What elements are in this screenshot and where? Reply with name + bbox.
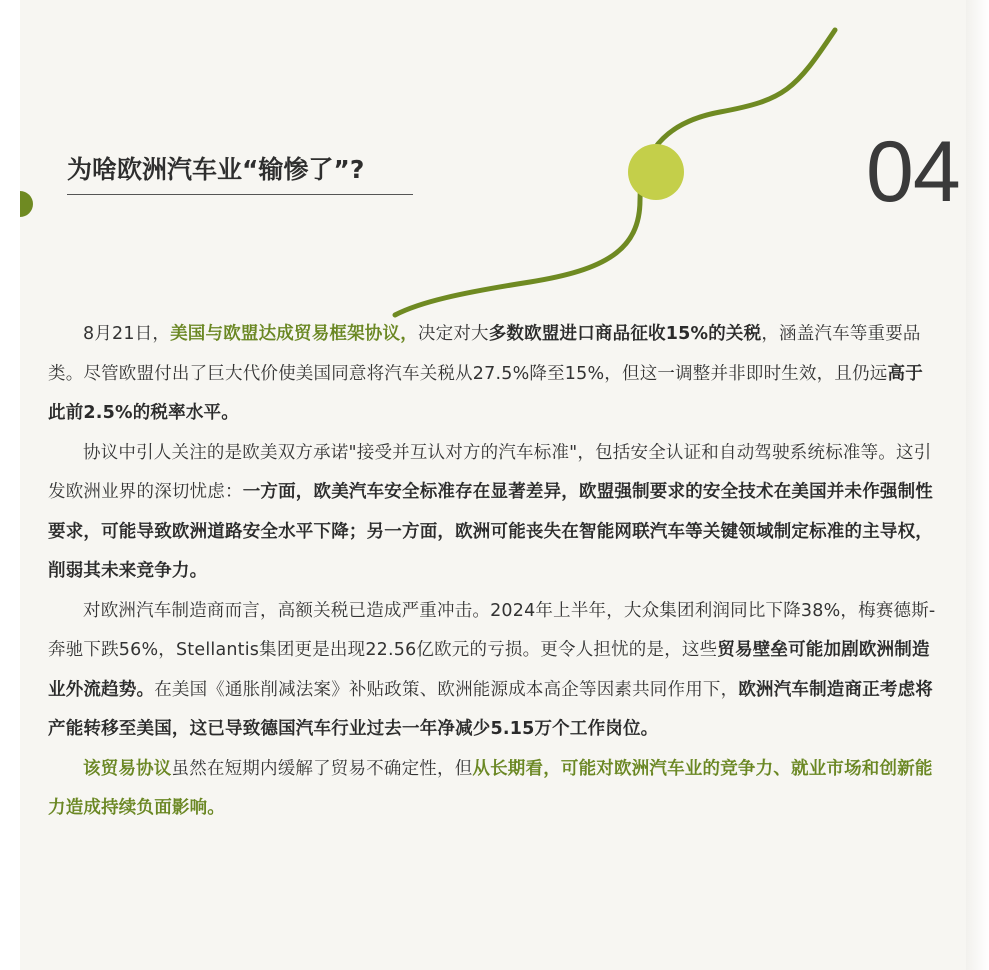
title-underline [67, 194, 413, 195]
article-body [48, 315, 940, 829]
text-run: 对欧洲汽车制造商而言，高额关税已造成严重冲击。2024年上半年，大众集团利润同比下降38%，梅赛德斯-奔驰下跌56%，Stellantis集团更是出现22.56亿欧元的亏损。更令人担忧的是，这些 [48, 600, 936, 660]
text-run: ，涵盖汽车等重要品类。尽管欧盟付出了巨大代价使美国同意将汽车关税从27.5%降至15%，但这一调整并非即时生效，且仍远 [48, 324, 921, 384]
highlight-green: 美国与欧盟达成贸易框架协议， [170, 324, 418, 344]
highlight-bold: 多数欧盟进口商品征收15%的关税 [488, 324, 762, 344]
section-title: 为啥欧洲汽车业“输惨了”? [67, 155, 365, 184]
highlight-bold: 高于此前2.5%的税率水平。 [48, 363, 923, 423]
text-run: 协议中引人关注的是欧美双方承诺"接受并互认对方的汽车标准"，包括安全认证和自动驾驶系统标准等。这引发欧洲业界的深切忧虑： [48, 442, 932, 502]
section-number: 04 [866, 124, 960, 220]
highlight-green: 该贸易协议 [83, 758, 172, 779]
paragraph-1 [48, 315, 940, 434]
text-run: 虽然在短期内缓解了贸易不确定性，但 [171, 758, 473, 779]
highlight-bold: 一方面，欧美汽车安全标准存在显著差异，欧盟强制要求的安全技术在美国并未作强制性要求，可能导致欧洲道路安全水平下降；另一方面，欧洲可能丧失在智能网联汽车等关键领域制定标准的主导权，削弱其未来竞争力。 [48, 482, 933, 581]
paragraph-3 [48, 592, 940, 750]
highlight-bold: 贸易壁垒可能加剧欧洲制造业外流趋势。 [48, 640, 930, 700]
paragraph-2 [48, 434, 940, 592]
highlight-green: 从长期看，可能对欧洲汽车业的竞争力、就业市场和创新能力造成持续负面影响。 [48, 758, 933, 818]
text-run: 决定对大 [417, 324, 489, 344]
text-run: 8月21日， [83, 324, 171, 344]
paragraph-4 [48, 750, 940, 829]
highlight-bold: 欧洲汽车制造商正考虑将产能转移至美国，这已导致德国汽车行业过去一年净减少5.15万个工作岗位。 [48, 679, 934, 739]
text-run: 在美国《通胀削减法案》补贴政策、欧洲能源成本高企等因素共同作用下， [154, 679, 739, 700]
page-edge-shade [966, 0, 989, 970]
